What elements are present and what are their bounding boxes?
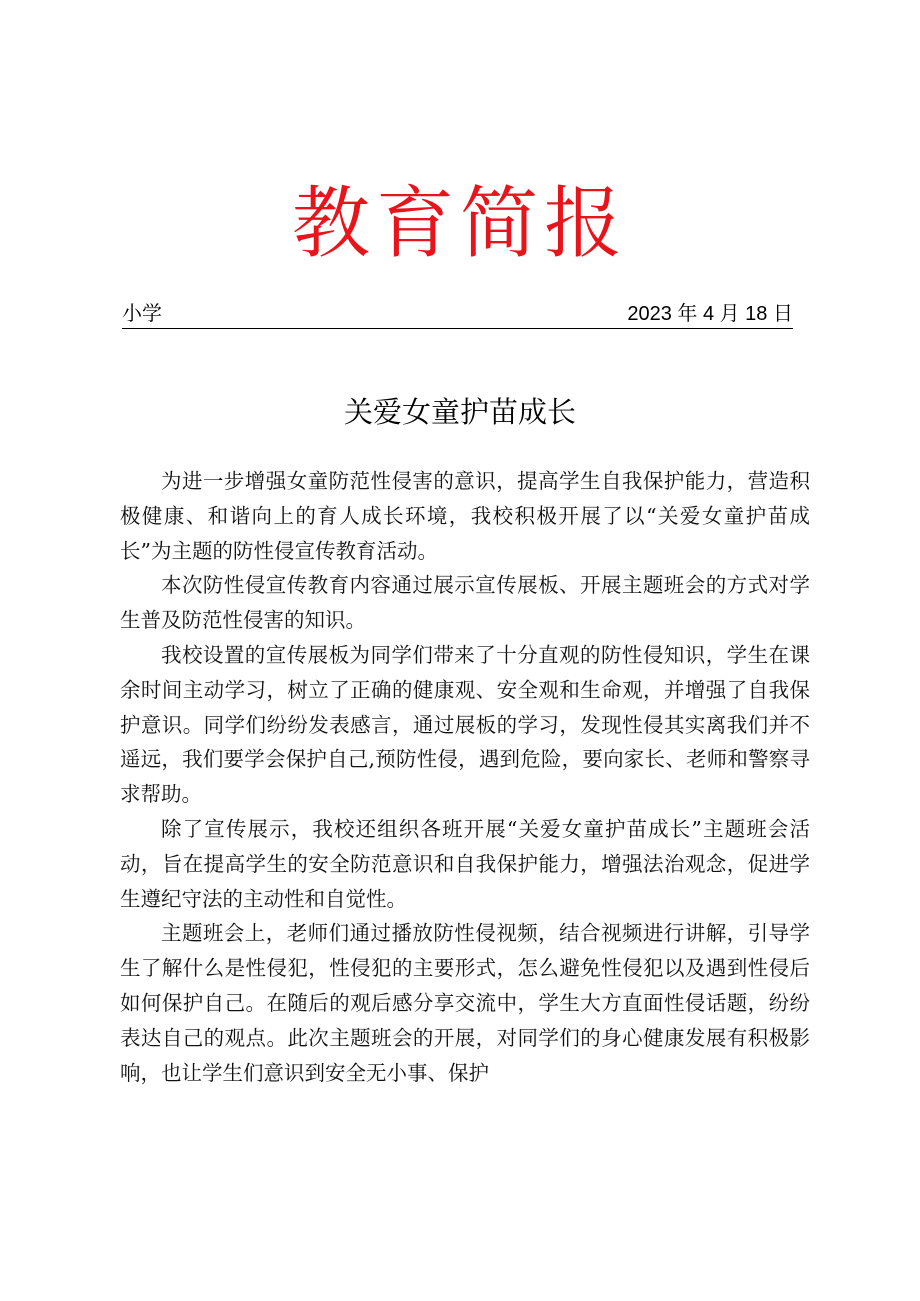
newsletter-masthead: 教育简报	[291, 179, 628, 269]
paragraph-2: 本次防性侵宣传教育内容通过展示宣传展板、开展主题班会的方式对学生普及防范性侵害的知识。	[120, 573, 810, 633]
dateline	[122, 300, 793, 329]
paragraph-1: 为进一步增强女童防范性侵害的意识，提高学生自我保护能力，营造积极健康、和谐向上的育人成长环境，我校积极开展了以“关爱女童护苗成长”为主题的防性侵宣传教育活动。	[120, 469, 810, 563]
issue-date: 2023 年 4 月 18 日	[627, 303, 793, 325]
article-title: 关爱女童护苗成长	[343, 395, 576, 429]
school-name: 小学	[122, 303, 162, 325]
paragraph-5: 主题班会上，老师们通过播放防性侵视频，结合视频进行讲解，引导学生了解什么是性侵犯，性侵犯的主要形式，怎么避免性侵犯以及遇到性侵后如何保护自己。在随后的观后感分享交流中，学生大方直面性侵话题，纷纷表达自己的观点。此次主题班会的开展，对同学们的身心健康发展有积极影响，也让学生们意识到安全无小事、保护	[120, 921, 810, 1085]
paragraph-4: 除了宣传展示，我校还组织各班开展“关爱女童护苗成长”主题班会活动，旨在提高学生的安全防范意识和自我保护能力，增强法治观念，促进学生遵纪守法的主动性和自觉性。	[120, 816, 810, 911]
paragraph-3: 我校设置的宣传展板为同学们带来了十分直观的防性侵知识，学生在课余时间主动学习，树立了正确的健康观、安全观和生命观，并增强了自我保护意识。同学们纷纷发表感言，通过展板的学习，发现性侵其实离我们并不遥远，我们要学会保护自己,预防性侵，遇到危险，要向家长、老师和警察寻求帮助。	[120, 642, 810, 807]
article-body	[120, 464, 810, 1090]
